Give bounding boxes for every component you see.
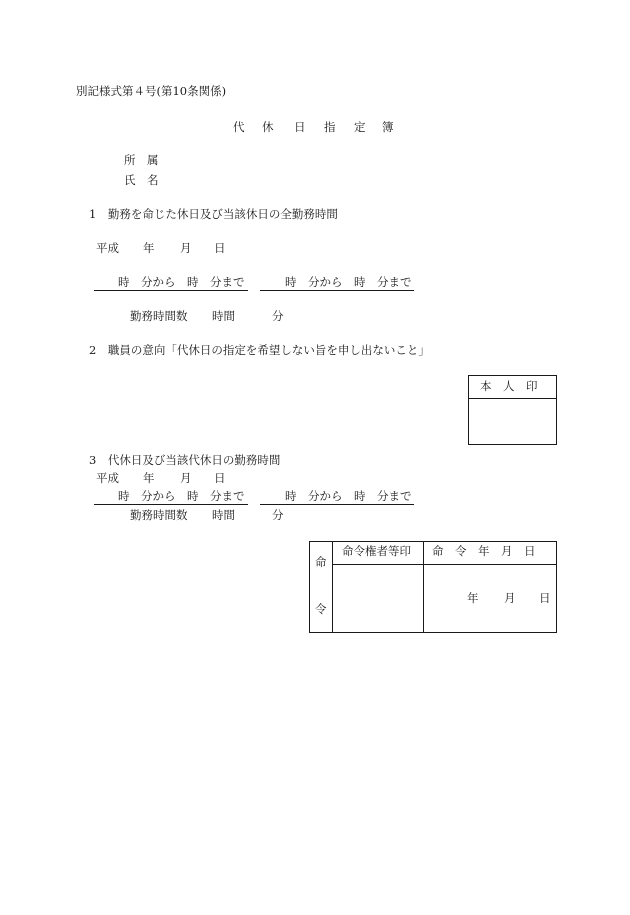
section3-date-year: 年 — [143, 471, 155, 485]
section3-hours-unit: 時間 — [212, 508, 235, 522]
section3-time-range-a: 時 分から 時 分まで — [118, 489, 245, 503]
section3-time-underline-a — [94, 504, 248, 505]
order-date-year: 年 — [467, 591, 479, 605]
section1-time-underline-a — [94, 290, 248, 291]
title-char: 代 — [233, 120, 245, 134]
name-label: 氏 名 — [124, 173, 159, 187]
section1-hours-unit: 時間 — [212, 309, 235, 323]
section3-time-range-b: 時 分から 時 分まで — [285, 489, 412, 503]
section1-time-underline-b — [260, 290, 414, 291]
authority-header: 命令権者等印 — [342, 544, 411, 558]
order-side-label-top: 命 — [315, 555, 327, 569]
title-char: 指 — [324, 120, 336, 134]
section1-time-range-b: 時 分から 時 分まで — [285, 275, 412, 289]
section2-heading: 2 職員の意向「代休日の指定を希望しない旨を申し出ないこと」 — [89, 343, 430, 357]
section3-minutes-unit: 分 — [272, 508, 284, 522]
section1-date-era: 平成 — [96, 241, 119, 255]
order-side-label-bottom: 令 — [315, 602, 327, 616]
title-char: 休 — [262, 120, 274, 134]
section1-date-year: 年 — [143, 241, 155, 255]
section1-hours-label: 勤務時間数 — [130, 309, 188, 323]
section1-time-range-a: 時 分から 時 分まで — [118, 275, 245, 289]
section1-date-month: 月 — [180, 241, 192, 255]
seal-box-divider — [468, 398, 557, 399]
affiliation-label: 所 属 — [124, 153, 159, 167]
title-char: 日 — [294, 120, 306, 134]
section3-date-era: 平成 — [96, 471, 119, 485]
order-table-header-divider — [332, 564, 557, 565]
title-char: 定 — [354, 120, 366, 134]
section1-date-day: 日 — [214, 241, 226, 255]
title-char: 簿 — [382, 120, 394, 134]
form-reference: 別記様式第４号(第10条関係) — [76, 84, 227, 98]
section3-heading: 3 代休日及び当該代休日の勤務時間 — [89, 453, 281, 467]
order-date-header: 命 令 年 月 日 — [432, 544, 536, 558]
order-date-month: 月 — [504, 591, 516, 605]
seal-label: 本 人 印 — [480, 379, 538, 393]
section3-date-day: 日 — [214, 471, 226, 485]
section1-minutes-unit: 分 — [272, 309, 284, 323]
order-table-col-divider-2 — [423, 541, 424, 633]
order-table-col-divider-1 — [332, 541, 333, 633]
section3-date-month: 月 — [180, 471, 192, 485]
section3-hours-label: 勤務時間数 — [130, 508, 188, 522]
section3-time-underline-b — [260, 504, 414, 505]
section1-heading: 1 勤務を命じた休日及び当該休日の全勤務時間 — [89, 207, 338, 221]
order-date-day: 日 — [539, 591, 551, 605]
